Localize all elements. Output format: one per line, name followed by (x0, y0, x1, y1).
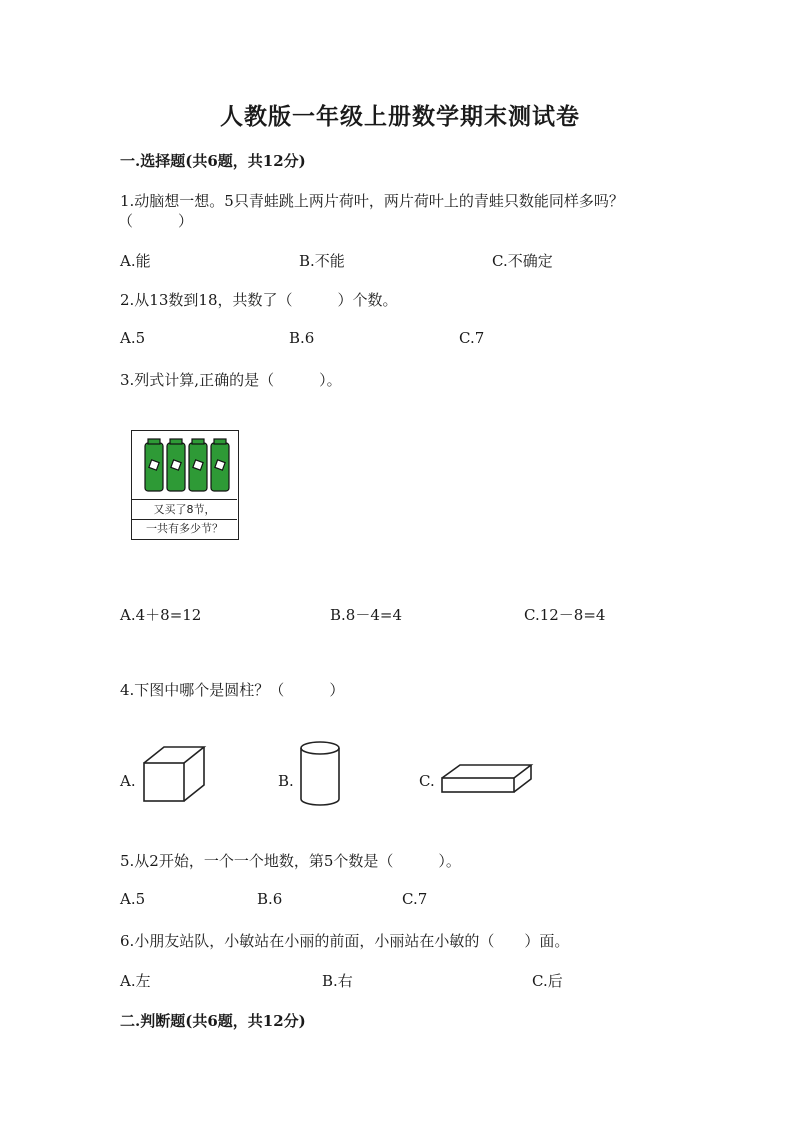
question-5-option-c[interactable]: C.7 (402, 890, 428, 908)
question-3-text: 3.列式计算,正确的是（ ）。 (120, 371, 342, 389)
battery-picture-frame (131, 430, 239, 540)
question-3-option-a[interactable]: A.4＋8=12 (120, 606, 202, 624)
question-4-option-b[interactable]: B. (278, 772, 294, 790)
question-6-option-a[interactable]: A.左 (120, 972, 151, 990)
battery-caption-question: 一共有多少节？ (146, 522, 223, 535)
question-3-option-c[interactable]: C.12－8=4 (524, 606, 606, 624)
question-4-text: 4.下图中哪个是圆柱？（ ） (120, 681, 345, 699)
cuboid-icon (439, 762, 535, 796)
question-5-option-a[interactable]: A.5 (120, 890, 146, 908)
battery-icon (132, 431, 237, 499)
question-6-option-b[interactable]: B.右 (322, 972, 353, 990)
question-3-option-b[interactable]: B.8－4=4 (330, 606, 402, 624)
question-2-text: 2.从13数到18，共数了（ ）个数。 (120, 291, 398, 309)
question-1-option-b[interactable]: B.不能 (299, 252, 345, 270)
battery-caption-bought: 又买了8节， (132, 501, 237, 520)
question-1-option-a[interactable]: A.能 (120, 252, 151, 270)
battery-picture (132, 431, 237, 500)
question-2-option-c[interactable]: C.7 (459, 329, 485, 347)
question-1-option-c[interactable]: C.不确定 (492, 252, 553, 270)
page-title: 人教版一年级上册数学期末测试卷 (220, 103, 580, 130)
question-1-text: 1.动脑想一想。5只青蛙跳上两片荷叶，两片荷叶上的青蛙只数能同样多吗？ (120, 192, 624, 210)
question-2-option-a[interactable]: A.5 (120, 329, 146, 347)
question-4-option-c[interactable]: C. (419, 772, 435, 790)
question-5-option-b[interactable]: B.6 (257, 890, 283, 908)
question-6-option-c[interactable]: C.后 (532, 972, 563, 990)
question-6-text: 6.小朋友站队，小敏站在小丽的前面，小丽站在小敏的（ ）面。 (120, 932, 570, 950)
section-heading-choice: 一.选择题(共6题，共12分) (120, 152, 306, 170)
question-2-option-b[interactable]: B.6 (289, 329, 315, 347)
question-4-option-a[interactable]: A. (120, 772, 136, 790)
cylinder-icon (298, 739, 342, 809)
cube-icon (140, 745, 210, 805)
question-1-blank: （ ） (118, 212, 194, 230)
section-heading-judgement: 二.判断题(共6题，共12分) (120, 1012, 306, 1030)
question-5-text: 5.从2开始，一个一个地数，第5个数是（ ）。 (120, 852, 461, 870)
